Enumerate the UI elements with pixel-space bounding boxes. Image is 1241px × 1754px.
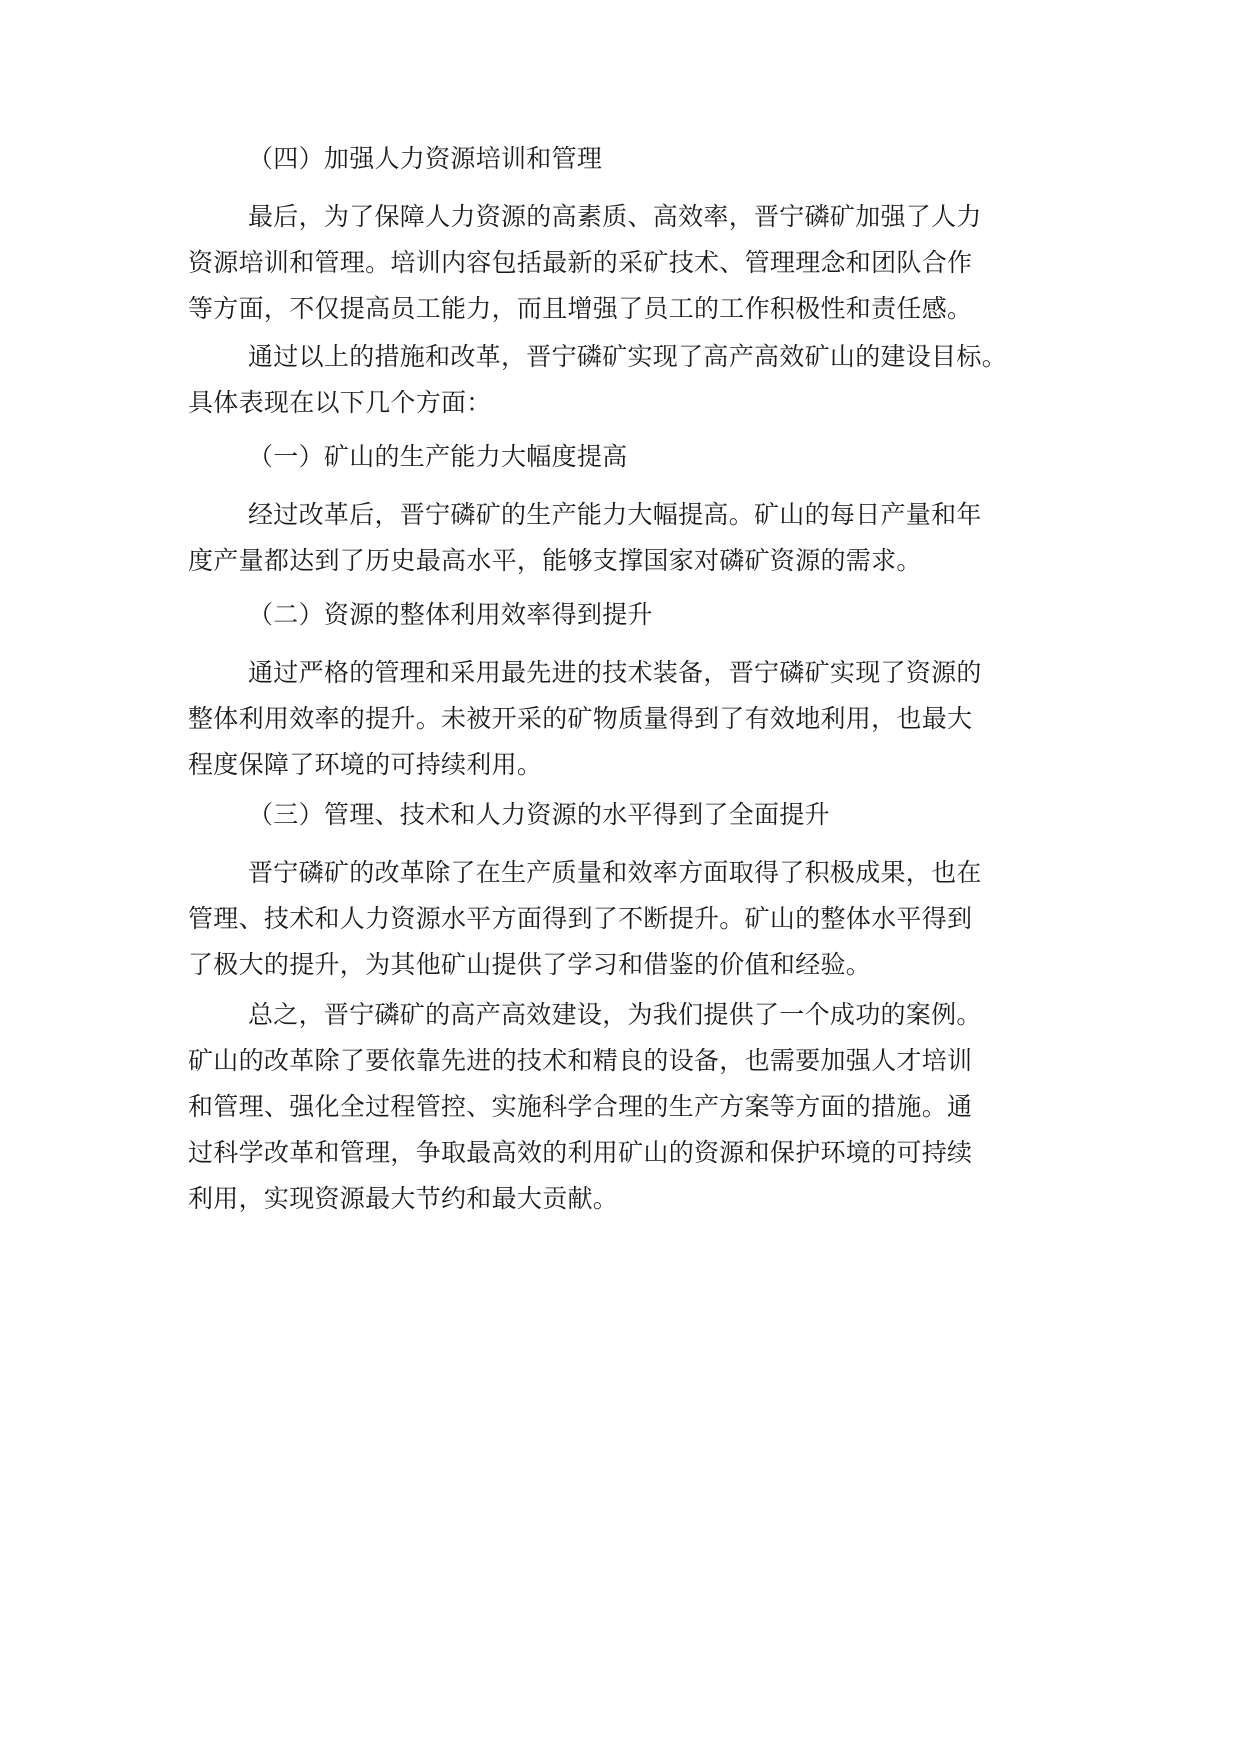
section-heading-1 bbox=[188, 434, 1068, 480]
text-line: 和管理、强化全过程管控、实施科学合理的生产方案等方面的措施。通 bbox=[188, 1092, 973, 1121]
paragraph-resource-efficiency bbox=[188, 650, 1068, 788]
text-line: 了极大的提升，为其他矿山提供了学习和借鉴的价值和经验。 bbox=[188, 950, 872, 979]
text-line: （三）管理、技术和人力资源的水平得到了全面提升 bbox=[248, 800, 830, 829]
text-line: 具体表现在以下几个方面： bbox=[188, 388, 492, 417]
paragraph-conclusion bbox=[188, 992, 1068, 1222]
text-line: 度产量都达到了历史最高水平，能够支撑国家对磷矿资源的需求。 bbox=[188, 546, 922, 575]
text-line: 资源培训和管理。培训内容包括最新的采矿技术、管理理念和团队合作 bbox=[188, 248, 973, 277]
text-line: （一）矿山的生产能力大幅度提高 bbox=[248, 442, 628, 471]
section-heading-2 bbox=[188, 592, 1068, 638]
text-line: 利用，实现资源最大节约和最大贡献。 bbox=[188, 1184, 619, 1213]
section-heading-4 bbox=[188, 136, 1068, 182]
text-line: 程度保障了环境的可持续利用。 bbox=[188, 750, 543, 779]
text-line: 总之，晋宁磷矿的高产高效建设，为我们提供了一个成功的案例。 bbox=[248, 1000, 982, 1029]
paragraph-overall-improvement bbox=[188, 850, 1068, 988]
text-line: 通过以上的措施和改革，晋宁磷矿实现了高产高效矿山的建设目标。 bbox=[248, 342, 1008, 371]
paragraph-production bbox=[188, 492, 1068, 584]
text-line: 最后，为了保障人力资源的高素质、高效率，晋宁磷矿加强了人力 bbox=[248, 202, 982, 231]
paragraph-results-intro bbox=[188, 334, 1068, 426]
text-line: 晋宁磷矿的改革除了在生产质量和效率方面取得了积极成果，也在 bbox=[248, 858, 982, 887]
text-line: 过科学改革和管理，争取最高效的利用矿山的资源和保护环境的可持续 bbox=[188, 1138, 973, 1167]
paragraph-training bbox=[188, 194, 1068, 332]
text-line: 经过改革后，晋宁磷矿的生产能力大幅提高。矿山的每日产量和年 bbox=[248, 500, 982, 529]
text-line: 管理、技术和人力资源水平方面得到了不断提升。矿山的整体水平得到 bbox=[188, 904, 973, 933]
section-heading-3 bbox=[188, 792, 1068, 838]
text-line: 矿山的改革除了要依靠先进的技术和精良的设备，也需要加强人才培训 bbox=[188, 1046, 973, 1075]
text-line: 等方面，不仅提高员工能力，而且增强了员工的工作积极性和责任感。 bbox=[188, 294, 973, 323]
text-line: （四）加强人力资源培训和管理 bbox=[248, 144, 603, 173]
text-line: （二）资源的整体利用效率得到提升 bbox=[248, 600, 653, 629]
text-line: 通过严格的管理和采用最先进的技术装备，晋宁磷矿实现了资源的 bbox=[248, 658, 982, 687]
text-line: 整体利用效率的提升。未被开采的矿物质量得到了有效地利用，也最大 bbox=[188, 704, 973, 733]
